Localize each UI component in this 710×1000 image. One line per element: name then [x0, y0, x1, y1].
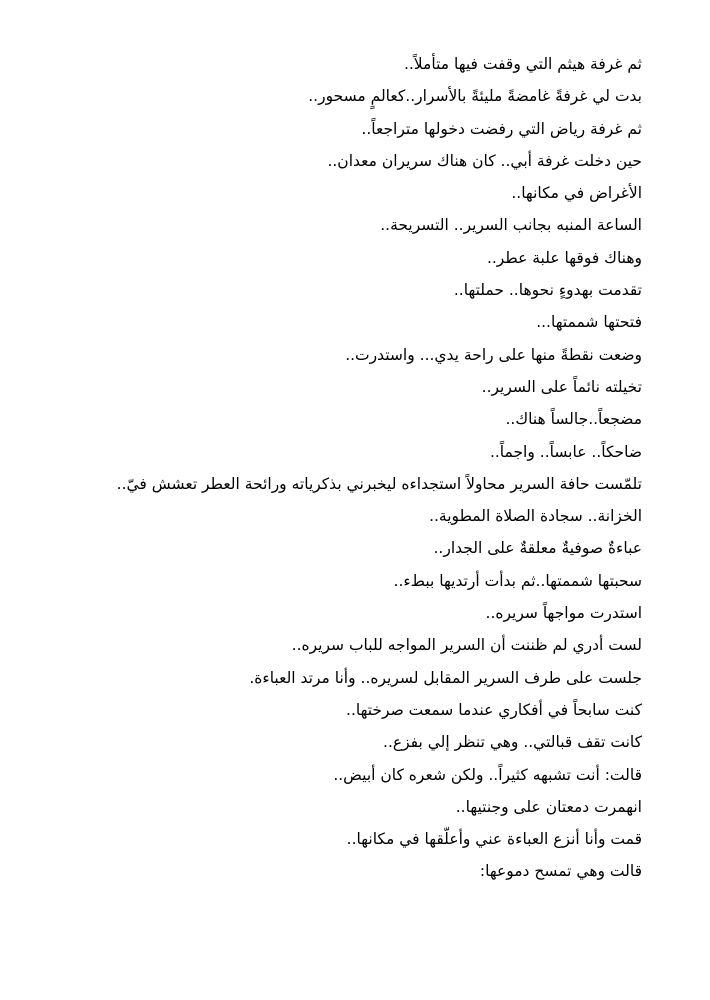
text-line: الأغراض في مكانها..: [511, 184, 642, 203]
text-line: وهناك فوقها علبة عطر..: [486, 248, 642, 267]
text-line: الساعة المنبه بجانب السرير.. التسريحة..: [380, 216, 642, 235]
text-line: الخزانة.. سجادة الصلاة المطوية..: [429, 507, 642, 526]
document-text: [42, 48, 642, 888]
text-line: بدت لي غرفةً غامضةً مليئةً بالأسرار..كعالمٍ مسحور..: [308, 87, 642, 106]
text-line: استدرت مواجهاً سريره..: [485, 604, 642, 623]
text-line: كانت تقف قبالتي.. وهي تنظر إلي بفزع..: [383, 733, 642, 752]
text-line: جلست على طرف السرير المقابل لسريره.. وأنا مرتد العباءة.: [249, 668, 642, 687]
text-line: كنت سابحاً في أفكاري عندما سمعت صرختها..: [346, 700, 642, 719]
text-line: تقدمت بهدوءٍ نحوها.. حملتها..: [453, 281, 642, 300]
text-line: حين دخلت غرفة أبي.. كان هناك سريران معدان..: [327, 151, 642, 170]
text-line: قالت وهي تمسح دموعها:: [479, 862, 642, 881]
text-line: تلمّست حافة السرير محاولاً استجداءه ليخبرني بذكرياته ورائحة العطر تعشش فيّ..: [116, 474, 642, 493]
text-line: قالت: أنت تشبهه كثيراً.. ولكن شعره كان أبيض..: [333, 765, 642, 784]
text-line: مضجعاً..جالساً هناك..: [505, 410, 642, 429]
text-line: سحبتها شممتها..ثم بدأت أرتديها ببطء..: [393, 571, 642, 590]
text-line: ضاحكاً.. عابساً.. واجماً..: [489, 442, 642, 461]
text-line: تخيلته نائماً على السرير..: [481, 377, 642, 396]
text-line: ثم غرفة هيثم التي وقفت فيها متأملاً..: [403, 55, 642, 73]
text-line: عباءةٌ صوفيةٌ معلقةٌ على الجدار..: [433, 539, 642, 558]
text-line: قمت وأنا أنزع العباءة عني وأعلّقها في مكانها..: [346, 830, 642, 849]
text-line: انهمرت دمعتان على وجنتيها..: [455, 797, 642, 816]
text-line: لست أدري لم ظننت أن السرير المواجه للباب سريره..: [291, 636, 642, 655]
text-line: فتحتها شممتها...: [536, 313, 642, 332]
text-line: ثم غرفة رياض التي رفضت دخولها متراجعاً..: [361, 119, 642, 138]
text-line: وضعت نقطةً منها على راحة يدي... واستدرت..: [345, 345, 642, 364]
